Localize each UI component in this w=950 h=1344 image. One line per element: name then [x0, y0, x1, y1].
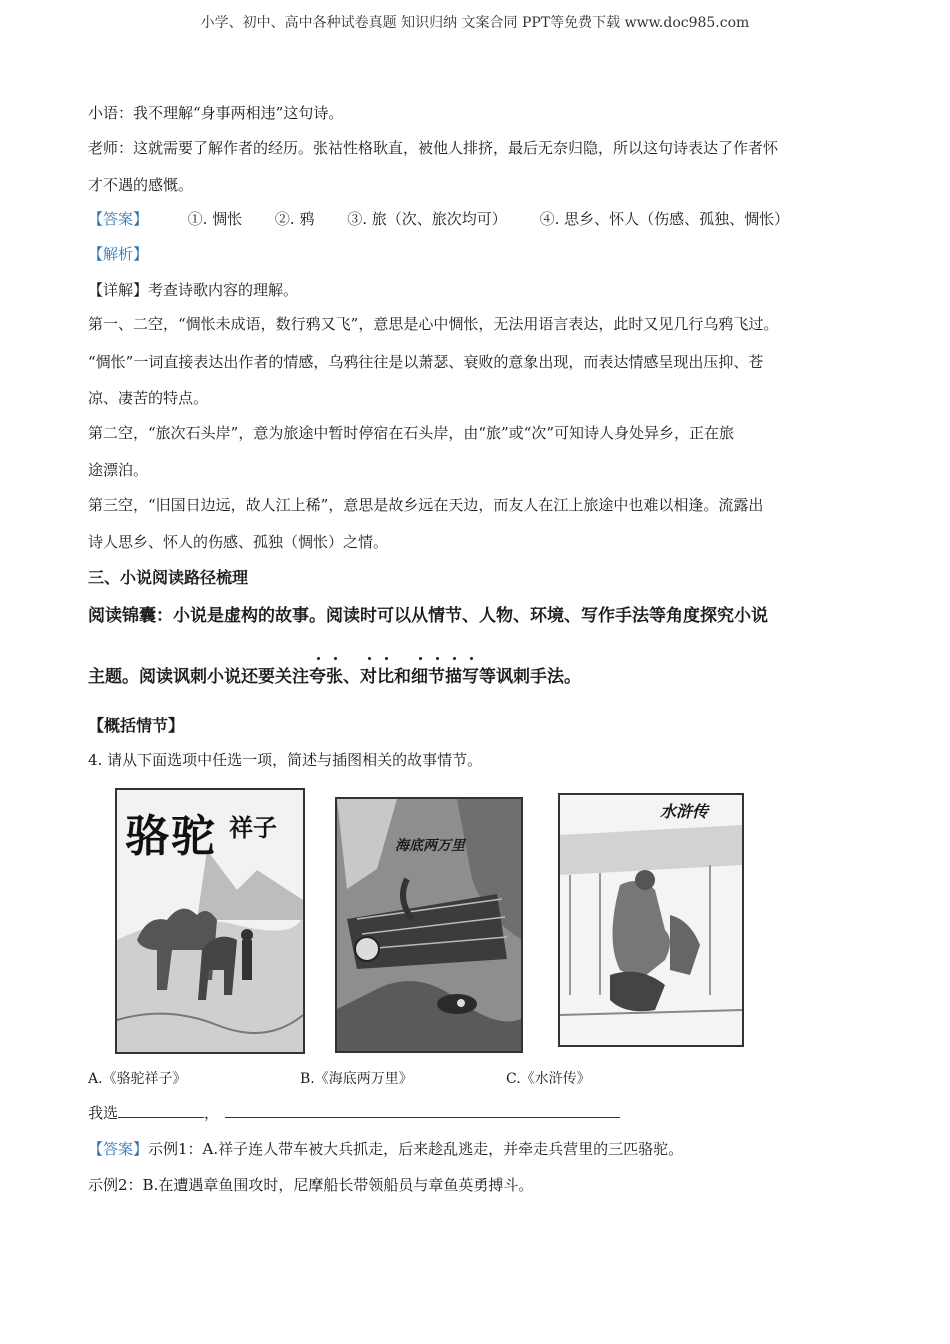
question-4: 4. 请从下面选项中任选一项，简述与插图相关的故事情节。 [88, 751, 483, 769]
illustration-title: 海底两万里 [395, 838, 465, 854]
option-b: B.《海底两万里》 [300, 1071, 413, 1087]
option-c: C.《水浒传》 [506, 1071, 591, 1087]
tip-end: 等讽刺手法。 [479, 667, 581, 687]
answer-1 [88, 208, 817, 229]
answer-item-2: ②. 鸦 [274, 210, 315, 228]
answer-blank[interactable] [225, 1103, 620, 1118]
tip-and: 和 [394, 667, 411, 687]
emphasis-exaggeration: 夸张 [309, 667, 343, 687]
dialog-teacher-2: 才不遇的感慨。 [88, 176, 194, 194]
analysis-p1-l1: 第一、二空，“惆怅未成语，数行鸦又飞”，意思是心中惆怅，无法用语言表达，此时又见几行乌鸦飞过。 [88, 315, 779, 333]
water-margin-scene-drawing [560, 795, 742, 1045]
illustration-water-margin [558, 793, 744, 1047]
answer-2-ex1 [88, 1138, 683, 1159]
answer-item-3: ③. 旅（次、旅次均可） [347, 210, 507, 228]
reading-tip-1: 阅读锦囊：小说是虚构的故事。阅读时可以从情节、人物、环境、写作手法等角度探究小说 [88, 606, 768, 626]
reading-tip-2 [88, 662, 581, 687]
example-1: 示例1：A.祥子连人带车被大兵抓走，后来趁乱逃走，并牵走兵营里的三匹骆驼。 [148, 1140, 684, 1158]
illustration-title: 水浒传 [660, 802, 709, 821]
section-title: 三、小说阅读路径梳理 [88, 568, 249, 587]
emphasis-contrast: 对比 [360, 667, 394, 687]
analysis-p3-l2: 诗人思乡、怀人的伤感、孤独（惆怅）之情。 [88, 533, 389, 551]
answer-tag: 【答案】 [88, 210, 149, 228]
analysis-detail: 【详解】考查诗歌内容的理解。 [88, 281, 299, 299]
choose-line [88, 1102, 620, 1123]
illustration-twenty-thousand-leagues [335, 797, 523, 1053]
answer-2-ex2: 示例2：B.在遭遇章鱼围攻时，尼摩船长带领船员与章鱼英勇搏斗。 [88, 1176, 534, 1194]
emphasis-detail: 细节描写 [411, 667, 479, 687]
analysis-tag: 【解析】 [88, 245, 149, 263]
analysis-p1-l2: “惆怅”一词直接表达出作者的情感，乌鸦往往是以萧瑟、衰败的意象出现，而表达情感呈现出压抑、苍 [88, 353, 764, 371]
dialog-teacher-1: 老师：这就需要了解作者的经历。张祜性格耿直，被他人排挤，最后无奈归隐，所以这句诗表达了作者怀 [88, 139, 779, 157]
choose-comma: ， [204, 1104, 220, 1122]
answer-tag-2: 【答案】 [88, 1140, 149, 1158]
plot-subtitle: 【概括情节】 [88, 716, 185, 735]
answer-item-1: ①. 惆怅 [187, 210, 243, 228]
analysis-p1-l3: 凉、凄苦的特点。 [88, 389, 209, 407]
dialog-xiaoyu: 小语：我不理解“身事两相违”这句诗。 [88, 104, 344, 122]
analysis-p2-l2: 途漂泊。 [88, 461, 149, 479]
illustration-title: 骆驼 [125, 811, 217, 862]
analysis-p3-l1: 第三空，“旧国日边远，故人江上稀”，意思是故乡远在天边，而友人在江上旅途中也难以相逢。流露出 [88, 496, 764, 514]
tip-sep: 、 [343, 667, 360, 687]
choose-label: 我选 [88, 1104, 119, 1122]
option-a: A.《骆驼祥子》 [88, 1071, 187, 1087]
analysis-p2-l1: 第二空，“旅次石头岸”，意为旅途中暂时停宿在石头岸，由“旅”或“次”可知诗人身处异乡，正在旅 [88, 424, 735, 442]
illustration-subtitle: 祥子 [229, 814, 277, 842]
answer-item-4: ④. 思乡、怀人（伤感、孤独、惆怅） [539, 210, 790, 228]
illustration-camel-xiangzi [115, 788, 305, 1054]
choice-blank[interactable] [118, 1103, 204, 1118]
tip-text: 主题。阅读讽刺小说还要关注 [88, 667, 309, 687]
page-header: 小学、初中、高中各种试卷真题 知识归纳 文案合同 PPT等免费下载 www.doc985.com [200, 15, 750, 31]
